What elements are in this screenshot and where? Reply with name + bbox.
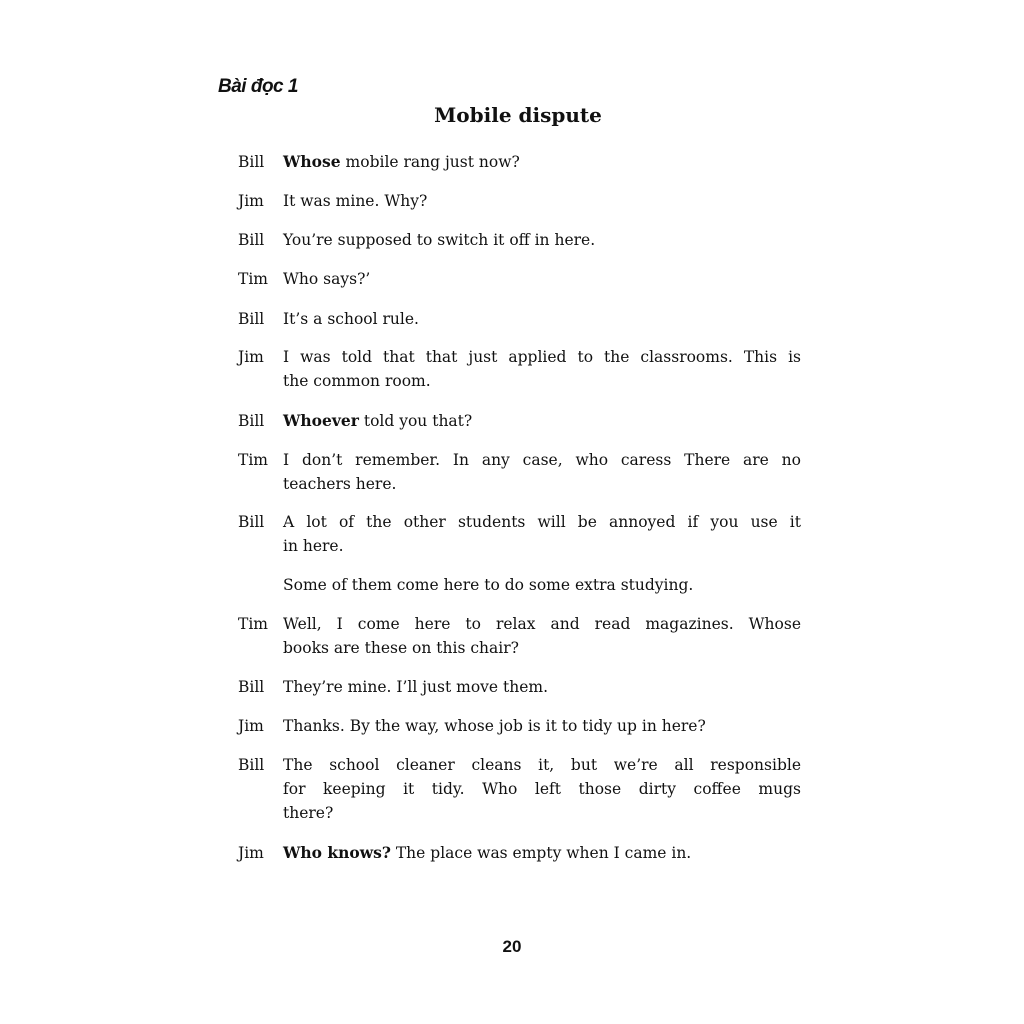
- dialogue-entry: [238, 189, 803, 213]
- text-line: [283, 150, 801, 174]
- text-segment: there?: [283, 804, 334, 822]
- dialogue-entry: [238, 573, 803, 597]
- dialogue-text: [283, 409, 801, 433]
- text-line: [283, 307, 801, 331]
- dialogue-text: [283, 228, 801, 252]
- speaker-name: Jim: [238, 348, 264, 366]
- text-segment: in here.: [283, 537, 344, 555]
- text-line: [283, 228, 801, 252]
- speaker-name: Bill: [238, 678, 265, 696]
- dialogue-entry: [238, 307, 803, 331]
- text-segment: A lot of the other students will be annoyed if you use it: [283, 513, 801, 531]
- text-line: [283, 612, 801, 636]
- text-segment: Some of them come here to do some extra studying.: [283, 576, 694, 594]
- text-line: [283, 573, 801, 597]
- bold-phrase: Who knows?: [283, 843, 391, 862]
- text-line: [283, 510, 801, 534]
- text-segment: the common room.: [283, 372, 431, 390]
- text-line: [283, 409, 801, 433]
- text-line: [283, 636, 801, 660]
- dialogue-entry: [238, 510, 803, 558]
- text-line: [283, 448, 801, 472]
- text-line: [283, 777, 801, 801]
- text-line: [283, 369, 801, 393]
- text-line: [283, 267, 801, 291]
- text-segment: The place was empty when I came in.: [390, 844, 692, 862]
- dialogue-entry: [238, 753, 803, 825]
- dialogue-text: [283, 267, 801, 291]
- text-segment: It’s a school rule.: [283, 310, 419, 328]
- dialogue-text: [283, 841, 801, 865]
- dialogue-entry: [238, 612, 803, 660]
- text-segment: Who says?’: [283, 270, 371, 288]
- speaker-name: Bill: [238, 310, 265, 328]
- speaker-name: Jim: [238, 192, 264, 210]
- dialogue-text: [283, 345, 801, 393]
- text-segment: Thanks. By the way, whose job is it to tidy up in here?: [283, 717, 706, 735]
- text-segment: Well, I come here to relax and read magazines. Whose: [283, 615, 801, 633]
- text-line: [283, 472, 801, 496]
- dialogue-entry: [238, 345, 803, 393]
- speaker-name: Tim: [238, 615, 268, 633]
- dialogue-entry: [238, 841, 803, 865]
- text-segment: The school cleaner cleans it, but we’re all responsible: [283, 756, 801, 774]
- speaker-name: Bill: [238, 513, 265, 531]
- dialogue-entry: [238, 714, 803, 738]
- text-line: [283, 801, 801, 825]
- text-line: [283, 345, 801, 369]
- text-line: [283, 675, 801, 699]
- text-segment: for keeping it tidy. Who left those dirty coffee mugs: [283, 780, 801, 798]
- dialogue-text: [283, 573, 801, 597]
- speaker-name: Jim: [238, 717, 264, 735]
- dialogue-text: [283, 510, 801, 558]
- text-segment: I was told that that just applied to the classrooms. This is: [283, 348, 801, 366]
- section-label: Bài đọc 1: [218, 76, 298, 97]
- speaker-name: Jim: [238, 844, 264, 862]
- dialogue-text: [283, 612, 801, 660]
- dialogue-entry: [238, 675, 803, 699]
- speaker-name: Bill: [238, 153, 265, 171]
- page-number: 20: [502, 937, 522, 956]
- text-segment: They’re mine. I’ll just move them.: [283, 678, 549, 696]
- bold-phrase: Whose: [283, 152, 341, 171]
- dialogue-entry: [238, 448, 803, 496]
- dialogue-entry: [238, 409, 803, 433]
- text-line: [283, 534, 801, 558]
- text-line: [283, 714, 801, 738]
- text-segment: It was mine. Why?: [283, 192, 428, 210]
- speaker-name: Bill: [238, 231, 265, 249]
- text-segment: I don’t remember. In any case, who caress There are no: [283, 451, 801, 469]
- dialogue-text: [283, 150, 801, 174]
- text-line: [283, 189, 801, 213]
- text-line: [283, 753, 801, 777]
- dialogue-text: [283, 189, 801, 213]
- text-line: [283, 841, 801, 865]
- speaker-name: Bill: [238, 756, 265, 774]
- dialogue-text: [283, 753, 801, 825]
- text-segment: You’re supposed to switch it off in here.: [283, 231, 596, 249]
- speaker-name: Tim: [238, 270, 268, 288]
- dialogue-entry: [238, 228, 803, 252]
- dialogue-text: [283, 714, 801, 738]
- text-segment: mobile rang just now?: [340, 153, 520, 171]
- page-title: Mobile dispute: [434, 103, 602, 127]
- speaker-name: Bill: [238, 412, 265, 430]
- bold-phrase: Whoever: [283, 411, 359, 430]
- dialogue-entry: [238, 150, 803, 174]
- text-segment: told you that?: [358, 412, 473, 430]
- text-segment: teachers here.: [283, 475, 397, 493]
- speaker-name: Tim: [238, 451, 268, 469]
- dialogue-text: [283, 675, 801, 699]
- text-segment: books are these on this chair?: [283, 639, 519, 657]
- dialogue-text: [283, 448, 801, 496]
- dialogue-entry: [238, 267, 803, 291]
- dialogue-text: [283, 307, 801, 331]
